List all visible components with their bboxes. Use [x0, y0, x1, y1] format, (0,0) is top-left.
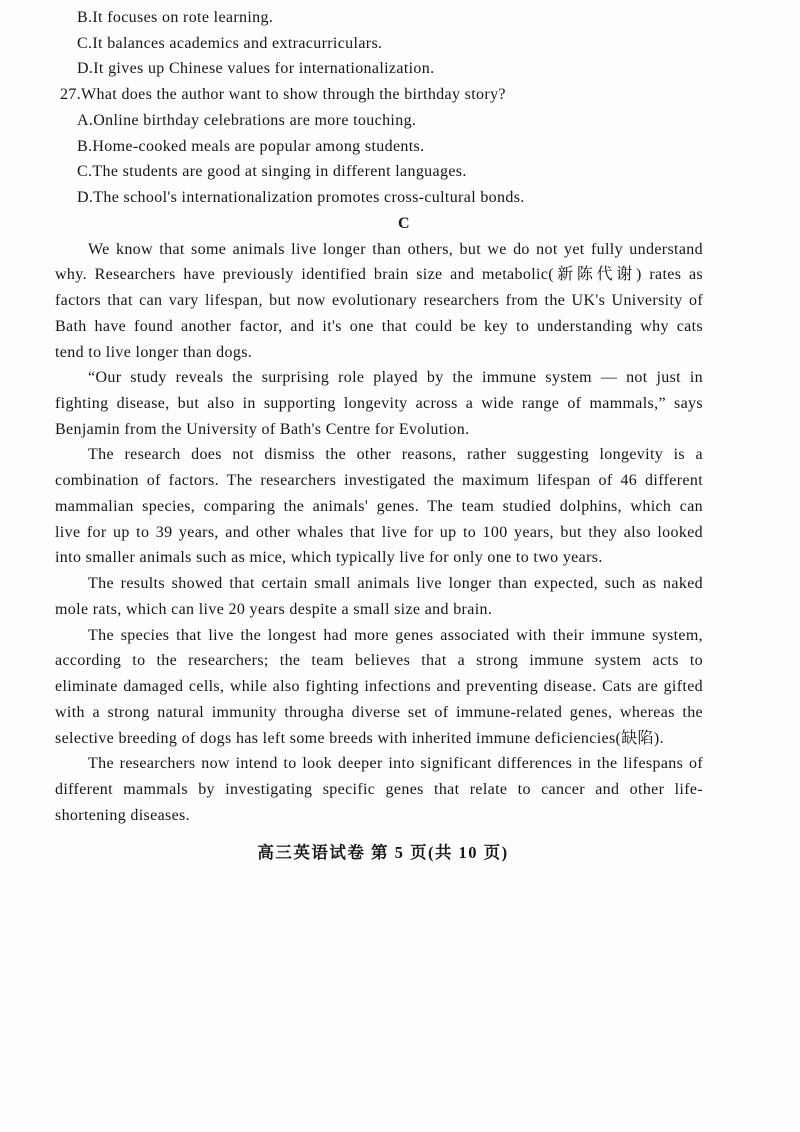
passage-c: [55, 211, 703, 829]
paragraph-line: fighting disease, but also in supporting longevity across a wide range of mammals,” says: [55, 395, 703, 413]
paragraph-line: shortening diseases.: [55, 806, 190, 824]
paragraph-line: The results showed that certain small animals live longer than expected, such as naked: [88, 575, 703, 593]
option-b: B.Home-cooked meals are popular among students.: [77, 137, 425, 155]
paragraph-line: factors that can vary lifespan, but now evolutionary researchers from the UK's University of: [55, 292, 703, 310]
paragraph-line: selective breeding of dogs has left some breeds with inherited immune deficiencies(缺陷).: [55, 729, 664, 747]
question-27-stem: 27.What does the author want to show through the birthday story?: [60, 86, 506, 104]
paragraph-2: [55, 365, 703, 442]
paragraph-5: [55, 623, 703, 752]
option-c: C.The students are good at singing in different languages.: [77, 163, 467, 181]
option-b: B.It focuses on rote learning.: [77, 9, 274, 26]
previous-question-options: [55, 5, 703, 82]
paragraph-line: live for up to 39 years, and other whales that live for up to 100 years, but they also looked: [55, 523, 703, 541]
paragraph-3: [55, 442, 703, 571]
paragraph-line: eliminate damaged cells, while also fighting infections and preventing disease. Cats are gifted: [55, 678, 703, 696]
option-d: D.It gives up Chinese values for internationalization.: [77, 60, 435, 78]
paragraph-6: [55, 751, 703, 828]
exam-page: [55, 5, 703, 829]
paragraph-line: Bath have found another factor, and it's one that could be key to understanding why cats: [55, 317, 703, 335]
paragraph-line: mole rats, which can live 20 years despite a small size and brain.: [55, 600, 493, 618]
paragraph-line: why. Researchers have previously identified brain size and metabolic(新陈代谢) rates as: [55, 266, 703, 284]
section-heading: C: [398, 214, 410, 232]
paragraph-line: “Our study reveals the surprising role played by the immune system — not just in: [88, 369, 703, 387]
option-c: C.It balances academics and extracurriculars.: [77, 34, 383, 52]
paragraph-line: combination of factors. The researchers investigated the maximum lifespan of 46 different: [55, 472, 703, 490]
paragraph-line: We know that some animals live longer than others, but we do not yet fully understand: [88, 240, 703, 258]
paragraph-line: into smaller animals such as mice, which typically live for only one to two years.: [55, 549, 603, 567]
option-a: A.Online birthday celebrations are more touching.: [77, 111, 417, 129]
question-27: [55, 82, 703, 211]
paragraph-1: [55, 237, 703, 366]
paragraph-4: [55, 571, 703, 622]
paragraph-line: with a strong natural immunity througha diverse set of immune-related genes, whereas the: [55, 703, 703, 721]
option-d: D.The school's internationalization promotes cross-cultural bonds.: [77, 189, 525, 207]
paragraph-line: different mammals by investigating specific genes that relate to cancer and other life-: [55, 781, 703, 799]
paragraph-line: according to the researchers; the team believes that a strong immune system acts to: [55, 652, 703, 670]
paragraph-line: Benjamin from the University of Bath's Centre for Evolution.: [55, 420, 470, 438]
paragraph-line: The species that live the longest had more genes associated with their immune system,: [88, 626, 703, 644]
paragraph-line: tend to live longer than dogs.: [55, 343, 253, 361]
page-footer: 高三英语试卷 第 5 页(共 10 页): [257, 843, 509, 862]
paragraph-line: mammalian species, comparing the animals' genes. The team studied dolphins, which can: [55, 497, 703, 515]
paragraph-line: The researchers now intend to look deeper into significant differences in the lifespans of: [88, 755, 703, 773]
paragraph-line: The research does not dismiss the other reasons, rather suggesting longevity is a: [88, 446, 703, 464]
